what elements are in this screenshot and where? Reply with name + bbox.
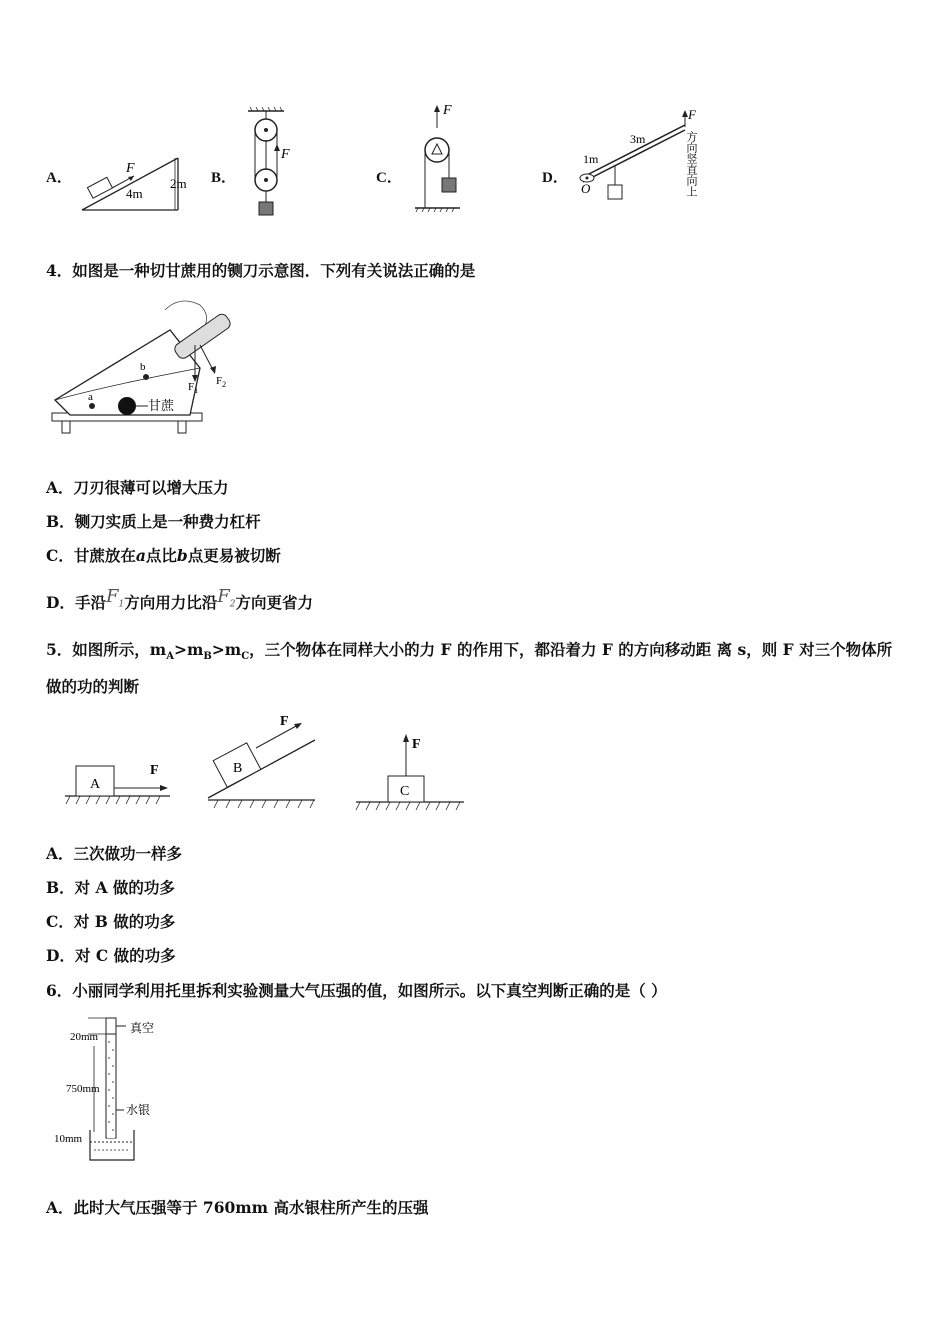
q6-option-a[interactable]: A．此时大气压强等于 760mm 高水银柱所产生的压强	[46, 1198, 429, 1217]
pulley-figure-c	[410, 100, 465, 215]
block-b-label: B	[233, 761, 243, 776]
option-d-label: D．	[542, 170, 568, 186]
incline-figure-a	[78, 150, 193, 215]
f1-label: $F_1$	[188, 381, 199, 395]
block-a-label: A	[90, 777, 101, 792]
q5-option-d[interactable]: D．对 C 做的功多	[46, 946, 176, 965]
left-length-label: 1m	[583, 152, 599, 166]
question-6-stem: 6．小丽同学利用托里拆利实验测量大气压强的值，如图所示。以下真空判断正确的是（ ）	[46, 981, 667, 1000]
pivot-label: O	[581, 181, 591, 196]
force-label-c: F	[412, 737, 421, 752]
right-length-label: 3m	[630, 132, 646, 146]
option-b-label: B．	[211, 170, 237, 186]
q5-option-c[interactable]: C．对 B 做的功多	[46, 912, 176, 931]
q4-option-a[interactable]: A．刀刃很薄可以增大压力	[46, 478, 229, 497]
lever-figure-d	[575, 105, 710, 220]
option-a-label: A．	[46, 170, 72, 186]
three-blocks-figure	[60, 710, 480, 820]
block-c-label: C	[400, 784, 410, 799]
cane-cutter-figure	[50, 290, 240, 442]
option-c-label: C．	[376, 170, 402, 186]
point-b-label: b	[140, 361, 146, 373]
cane-label: 甘蔗	[148, 398, 175, 413]
height-top-label: 20mm	[70, 1031, 99, 1043]
vacuum-label: 真空	[130, 1021, 155, 1035]
q4-option-c[interactable]: C．甘蔗放在a点比b点更易被切断	[46, 546, 281, 565]
force-label: F	[688, 107, 696, 122]
q5-option-a[interactable]: A．三次做功一样多	[46, 844, 183, 863]
mercury-label: 水银	[126, 1103, 151, 1117]
question-5-stem: 5．如图所示，$m_A>m_B>m_C$，三个物体在同样大小的力 F 的作用下，都沿着力 F 的方向移动距 离 s，则 F 对三个物体所	[46, 640, 893, 663]
force-label: F	[281, 147, 290, 162]
pulley-figure-b	[240, 106, 300, 218]
q5-option-b[interactable]: B．对 A 做的功多	[46, 878, 175, 897]
question-5-stem-line2: 做的功的判断	[46, 677, 140, 696]
question-4-stem: 4．如图是一种切甘蔗用的铡刀示意图．下列有关说法正确的是	[46, 261, 476, 280]
height-label: 2m	[170, 176, 187, 191]
force-label: F	[443, 103, 452, 118]
length-label: 4m	[126, 186, 143, 201]
force-label-a: F	[150, 763, 159, 778]
height-mid-label: 750mm	[66, 1083, 100, 1095]
torricelli-figure	[50, 1010, 180, 1170]
force-label: F	[126, 161, 135, 176]
f2-label: $F_2$	[216, 375, 227, 389]
height-bottom-label: 10mm	[54, 1133, 83, 1145]
point-a-label: a	[88, 391, 93, 403]
q4-option-d[interactable]: D．手沿$F_1$方向用力比沿$F_2$方向更省力	[46, 586, 313, 612]
force-label-b: F	[280, 714, 289, 729]
q4-option-b[interactable]: B．铡刀实质上是一种费力杠杆	[46, 512, 261, 531]
force-direction-note: 方向竖直向上	[685, 131, 697, 197]
